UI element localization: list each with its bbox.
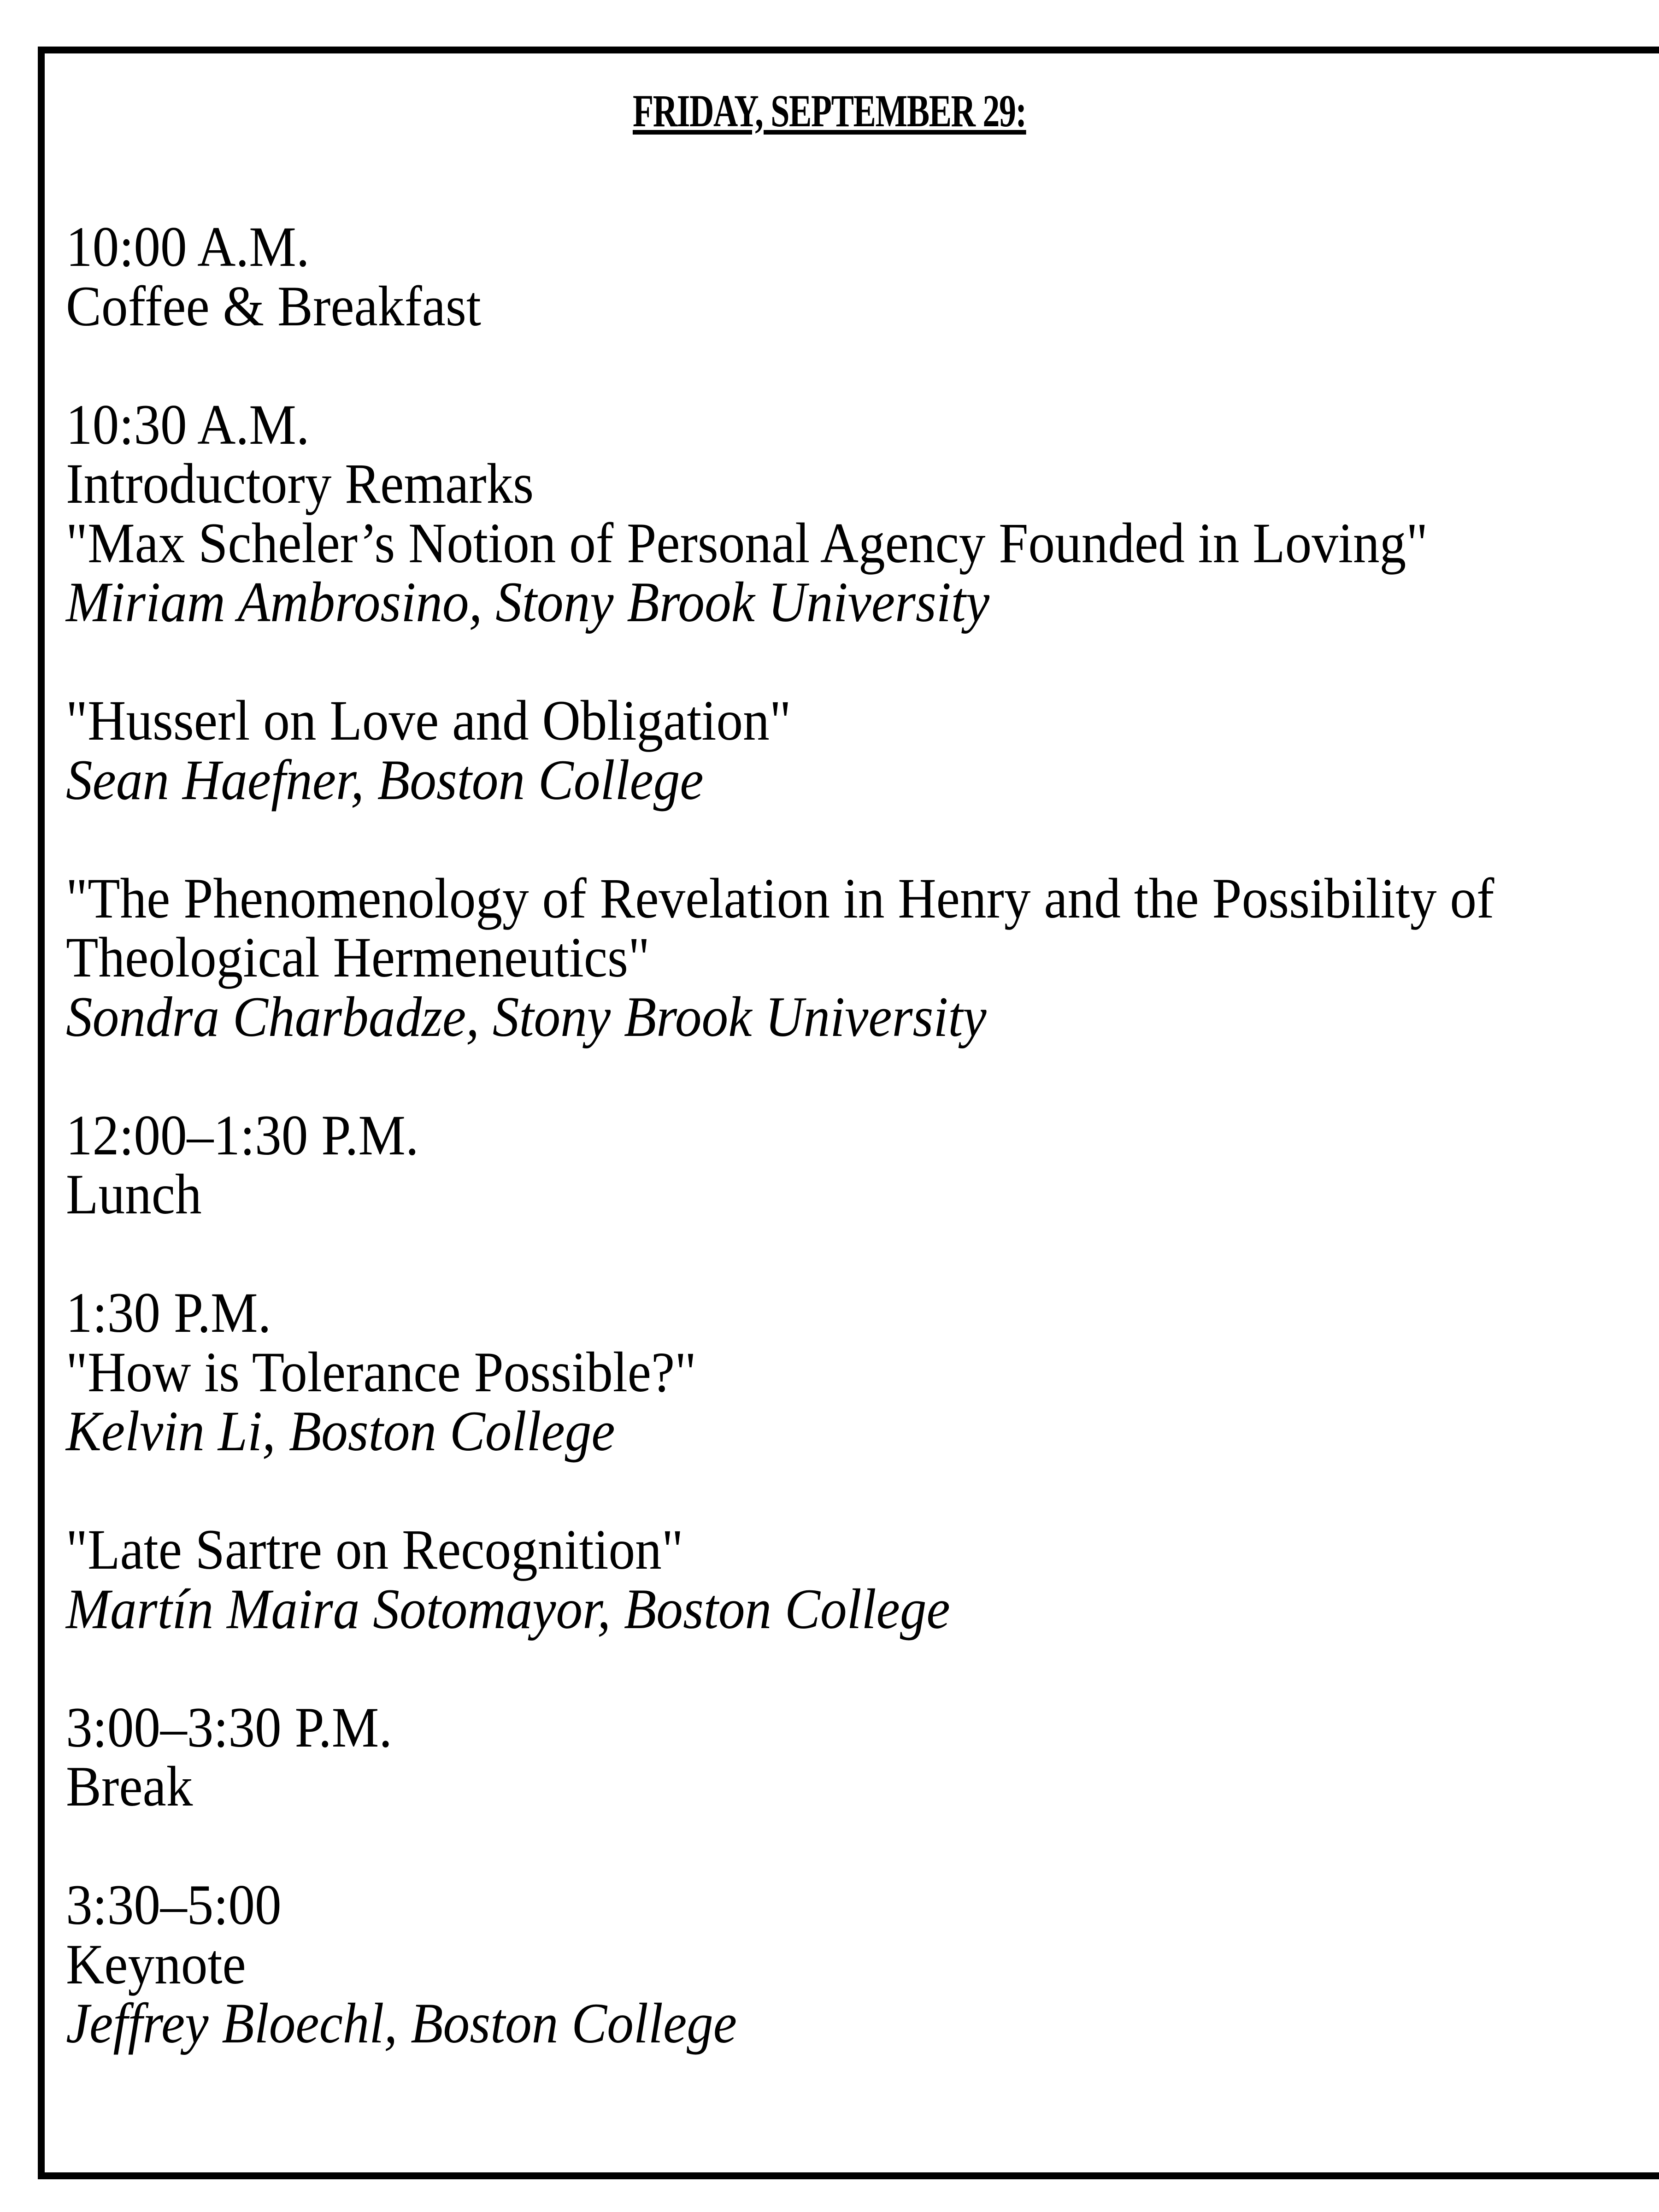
speaker-affiliation: Miriam Ambrosino, Stony Brook University — [66, 571, 990, 634]
talk-title: "Max Scheler’s Notion of Personal Agency Founded in Loving" — [66, 511, 1428, 575]
event-title: Break — [66, 1755, 193, 1818]
speaker-affiliation: Kelvin Li, Boston College — [66, 1400, 615, 1463]
speaker-affiliation: Sean Haefner, Boston College — [66, 748, 704, 812]
schedule-block-breakfast — [66, 215, 1609, 338]
time-label: 10:30 A.M. — [66, 393, 310, 456]
talk-title-line-1: "The Phenomenology of Revelation in Henry and the Possibility of — [66, 866, 1494, 930]
time-label: 12:00–1:30 P.M. — [66, 1103, 419, 1167]
schedule-block-keynote — [66, 1873, 1609, 2055]
schedule-block-lunch — [66, 1103, 1609, 1226]
schedule-block-husserl-talk — [66, 691, 1609, 810]
schedule-block-break — [66, 1695, 1609, 1818]
event-title: Keynote — [66, 1932, 246, 1996]
time-label: 1:30 P.M. — [66, 1281, 271, 1344]
schedule-block-henry-talk — [66, 866, 1609, 1048]
day-heading — [0, 86, 1659, 136]
speaker-affiliation: Jeffrey Bloechl, Boston College — [66, 1992, 737, 2055]
day-heading-text: FRIDAY, SEPTEMBER 29: — [633, 85, 1026, 136]
time-label: 10:00 A.M. — [66, 215, 310, 278]
schedule-block-tolerance-talk — [66, 1283, 1609, 1461]
talk-title: "How is Tolerance Possible?" — [66, 1340, 697, 1404]
time-label: 3:30–5:00 — [66, 1873, 282, 1936]
schedule-block-morning-session — [66, 395, 1609, 632]
event-title: Lunch — [66, 1163, 202, 1226]
speaker-affiliation: Martín Maira Sotomayor, Boston College — [66, 1577, 950, 1641]
schedule-block-sartre-talk — [66, 1520, 1609, 1639]
event-title: Coffee & Breakfast — [66, 274, 481, 338]
event-title: Introductory Remarks — [66, 452, 534, 515]
talk-title: "Husserl on Love and Obligation" — [66, 689, 791, 752]
time-label: 3:00–3:30 P.M. — [66, 1695, 393, 1759]
speaker-affiliation: Sondra Charbadze, Stony Brook University — [66, 985, 987, 1048]
schedule-list — [66, 215, 1609, 2112]
talk-title-line-2: Theological Hermeneutics" — [66, 926, 650, 989]
talk-title: "Late Sartre on Recognition" — [66, 1518, 683, 1581]
